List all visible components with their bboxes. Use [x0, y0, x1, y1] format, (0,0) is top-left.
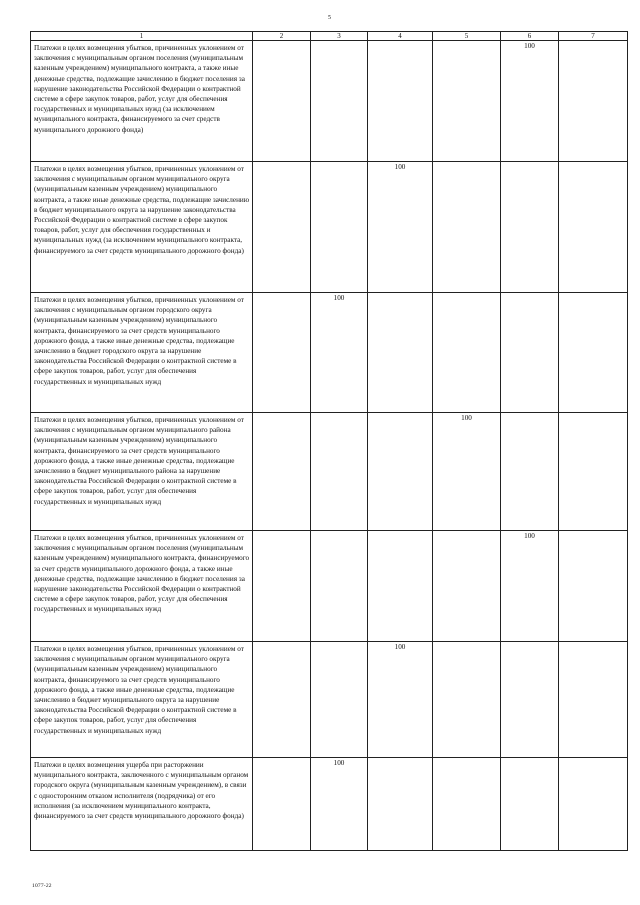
row-description: Платежи в целях возмещения ущерба при расторжении муниципального контракта, заключенного с муниципальным органом городского округа (муниципальным казенным учреждением), в связи с односторонним отказом исполнителя (подрядчика) от его исполнения (за исключением муниципального контракта, финансируемого за счет средств муниципального дорожного фонда)	[31, 758, 253, 851]
table-header-row	[31, 32, 628, 41]
column-header-3: 3	[311, 32, 368, 41]
row-description: Платежи в целях возмещения убытков, причиненных уклонением от заключения с муниципальным органом поселения (муниципальным казенным учреждением) муниципального контракта, а также иные денежные средства, подлежащие зачислению в бюджет поселения за нарушение законодательства Российской Федерации о контрактной системе в сфере закупок товаров, работ, услуг для обеспечения государственных и муниципальных нужд (за исключением муниципального контракта, финансируемого за счет средств муниципального дорожного фонда)	[31, 41, 253, 162]
cell-col-6: 100	[501, 531, 559, 642]
cell-col-6: 100	[501, 41, 559, 162]
table-row	[31, 642, 628, 758]
cell-col-5: 100	[433, 413, 501, 531]
cell-col-7	[559, 162, 628, 293]
cell-col-7	[559, 758, 628, 851]
cell-col-2	[253, 642, 311, 758]
cell-col-6	[501, 413, 559, 531]
cell-col-3	[311, 531, 368, 642]
cell-col-5	[433, 162, 501, 293]
cell-col-3: 100	[311, 293, 368, 413]
cell-col-4	[368, 41, 433, 162]
cell-col-3	[311, 41, 368, 162]
row-description: Платежи в целях возмещения убытков, причиненных уклонением от заключения с муниципальным органом муниципального округа (муниципальным казенным учреждением) муниципального контракта, финансируемого за счет средств муниципального дорожного фонда, а также иные денежные средства, подлежащие зачислению в бюджет муниципального округа за нарушение законодательства Российской Федерации о контрактной системе в сфере закупок товаров, работ, услуг для обеспечения государственных и муниципальных нужд	[31, 642, 253, 758]
cell-col-6	[501, 293, 559, 413]
cell-col-4: 100	[368, 162, 433, 293]
column-header-6: 6	[501, 32, 559, 41]
revenue-distribution-table	[30, 31, 628, 851]
table-row	[31, 758, 628, 851]
cell-col-2	[253, 293, 311, 413]
row-description: Платежи в целях возмещения убытков, причиненных уклонением от заключения с муниципальным органом муниципального района (муниципальным казенным учреждением) муниципального контракта, финансируемого за счет средств муниципального дорожного фонда, а также иные денежные средства, подлежащие зачислению в бюджет муниципального района за нарушение законодательства Российской Федерации о контрактной системе в сфере закупок товаров, работ, услуг для обеспечения государственных и муниципальных нужд	[31, 413, 253, 531]
cell-col-3	[311, 642, 368, 758]
cell-col-2	[253, 162, 311, 293]
cell-col-3	[311, 162, 368, 293]
cell-col-7	[559, 41, 628, 162]
table-row	[31, 531, 628, 642]
cell-col-4: 100	[368, 642, 433, 758]
cell-col-4	[368, 293, 433, 413]
cell-col-6	[501, 758, 559, 851]
cell-col-4	[368, 531, 433, 642]
row-description: Платежи в целях возмещения убытков, причиненных уклонением от заключения с муниципальным органом муниципального округа (муниципальным казенным учреждением) муниципального контракта, а также иные денежные средства, подлежащие зачислению в бюджет муниципального округа за нарушение законодательства Российской Федерации о контрактной системе в сфере закупок товаров, работ, услуг для обеспечения государственных и муниципальных нужд (за исключением муниципального контракта, финансируемого за счет средств муниципального дорожного фонда)	[31, 162, 253, 293]
cell-col-6	[501, 642, 559, 758]
column-header-1: 1	[31, 32, 253, 41]
column-header-5: 5	[433, 32, 501, 41]
cell-col-5	[433, 293, 501, 413]
cell-col-6	[501, 162, 559, 293]
table-row	[31, 162, 628, 293]
table-row	[31, 413, 628, 531]
column-header-7: 7	[559, 32, 628, 41]
cell-col-5	[433, 41, 501, 162]
document-code: 1077-22	[32, 883, 52, 889]
page-number: 5	[328, 15, 331, 21]
column-header-4: 4	[368, 32, 433, 41]
cell-col-2	[253, 531, 311, 642]
cell-col-2	[253, 41, 311, 162]
cell-col-5	[433, 531, 501, 642]
cell-col-5	[433, 758, 501, 851]
cell-col-7	[559, 642, 628, 758]
row-description: Платежи в целях возмещения убытков, причиненных уклонением от заключения с муниципальным органом поселения (муниципальным казенным учреждением) муниципального контракта, финансируемого за счет средств муниципального дорожного фонда, а также иные денежные средства, подлежащие зачислению в бюджет поселения за нарушение законодательства Российской Федерации о контрактной системе в сфере закупок товаров, работ, услуг для обеспечения государственных и муниципальных нужд	[31, 531, 253, 642]
row-description: Платежи в целях возмещения убытков, причиненных уклонением от заключения с муниципальным органом городского округа (муниципальным казенным учреждением) муниципального контракта, финансируемого за счет средств муниципального дорожного фонда, а также иные денежные средства, подлежащие зачислению в бюджет городского округа за нарушение законодательства Российской Федерации о контрактной системе в сфере закупок товаров, работ, услуг для обеспечения государственных и муниципальных нужд	[31, 293, 253, 413]
cell-col-2	[253, 413, 311, 531]
cell-col-3: 100	[311, 758, 368, 851]
cell-col-7	[559, 531, 628, 642]
cell-col-4	[368, 413, 433, 531]
cell-col-4	[368, 758, 433, 851]
cell-col-7	[559, 293, 628, 413]
cell-col-2	[253, 758, 311, 851]
table-row	[31, 293, 628, 413]
cell-col-3	[311, 413, 368, 531]
cell-col-5	[433, 642, 501, 758]
table-row	[31, 41, 628, 162]
cell-col-7	[559, 413, 628, 531]
column-header-2: 2	[253, 32, 311, 41]
